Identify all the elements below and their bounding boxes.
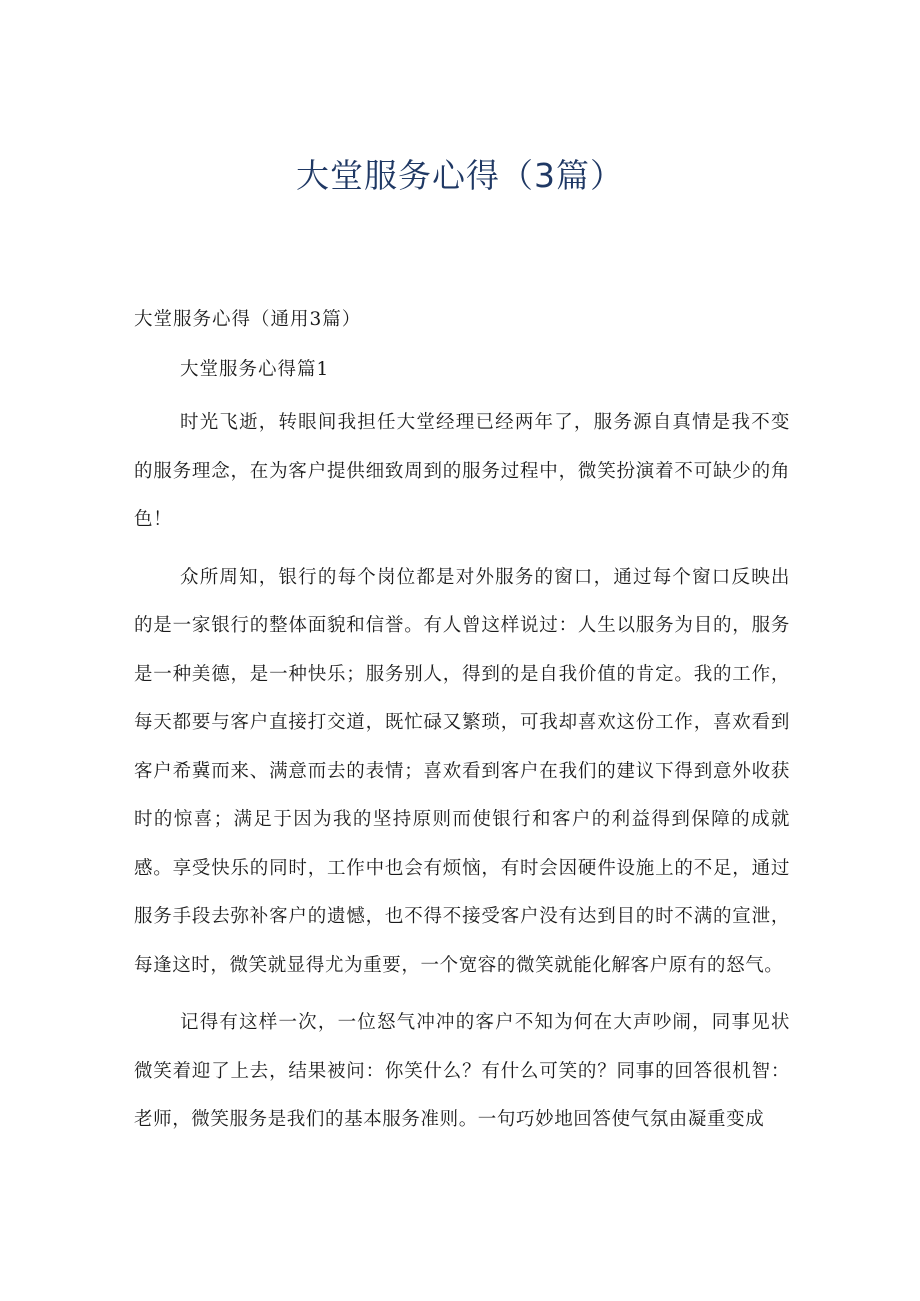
paragraph-1: 时光飞逝，转眼间我担任大堂经理已经两年了，服务源自真情是我不变的服务理念，在为客户提供细致周到的服务过程中，微笑扮演着不可缺少的角色！ — [134, 412, 790, 530]
document-subtitle: 大堂服务心得（通用3篇） — [134, 309, 362, 330]
body-text — [134, 399, 790, 1154]
section-heading: 大堂服务心得篇1 — [180, 359, 330, 380]
paragraph-3: 记得有这样一次，一位怒气冲冲的客户不知为何在大声吵闹，同事见状微笑着迎了上去，结果被问：你笑什么？有什么可笑的？同事的回答很机智：老师，微笑服务是我们的基本服务准则。一句巧妙地回答使气氛由凝重变成 — [134, 1012, 790, 1130]
paragraph-2: 众所周知，银行的每个岗位都是对外服务的窗口，通过每个窗口反映出的是一家银行的整体面貌和信誉。有人曾这样说过：人生以服务为目的，服务是一种美德，是一种快乐；服务别人，得到的是自我价值的肯定。我的工作，每天都要与客户直接打交道，既忙碌又繁琐，可我却喜欢这份工作，喜欢看到客户希冀而来、满意而去的表情；喜欢看到客户在我们的建议下得到意外收获时的惊喜；满足于因为我的坚持原则而使银行和客户的利益得到保障的成就感。享受快乐的同时，工作中也会有烦恼，有时会因硬件设施上的不足，通过服务手段去弥补客户的遗憾，也不得不接受客户没有达到目的时不满的宣泄，每逢这时，微笑就显得尤为重要，一个宽容的微笑就能化解客户原有的怒气。 — [134, 566, 790, 976]
document-title: 大堂服务心得（3篇） — [296, 156, 624, 195]
